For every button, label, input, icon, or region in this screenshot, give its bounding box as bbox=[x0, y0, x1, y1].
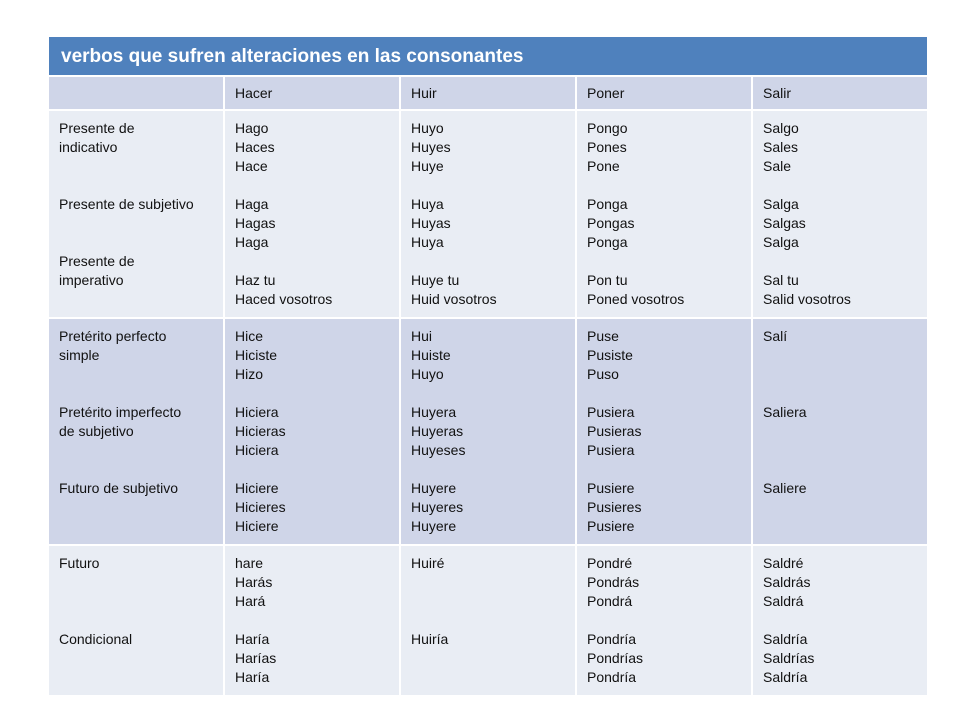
tense-label: simple bbox=[59, 347, 100, 363]
tense-label: Futuro bbox=[59, 555, 100, 571]
verb-form: Hizo bbox=[235, 366, 264, 382]
verb-form: Hará bbox=[235, 593, 266, 609]
conjugation-cell bbox=[224, 110, 400, 318]
verb-form: Pondrá bbox=[587, 593, 633, 609]
verb-form: Poned vosotros bbox=[587, 291, 685, 307]
tense-label-cell bbox=[48, 110, 224, 318]
verb-form: Huyo bbox=[411, 366, 444, 382]
verb-form: Ponga bbox=[587, 234, 628, 250]
verb-form: Huye tu bbox=[411, 272, 460, 288]
verb-form: Hagas bbox=[235, 215, 276, 231]
header-cell-huir: Huir bbox=[400, 76, 576, 110]
verb-form: Huid vosotros bbox=[411, 291, 497, 307]
verb-form: Saliere bbox=[763, 480, 807, 496]
verb-form: Huyere bbox=[411, 518, 457, 534]
spacer bbox=[59, 441, 213, 479]
spacer bbox=[587, 384, 741, 403]
conjugation-cell bbox=[752, 545, 928, 696]
tense-label: indicativo bbox=[59, 139, 118, 155]
spacer bbox=[411, 384, 565, 403]
verb-form: Salgo bbox=[763, 120, 799, 136]
conjugation-cell bbox=[752, 318, 928, 545]
header-cell-empty bbox=[48, 76, 224, 110]
slide bbox=[47, 35, 927, 697]
verb-form: Salgas bbox=[763, 215, 806, 231]
verb-form bbox=[763, 346, 917, 365]
verb-form: Pusiere bbox=[587, 480, 635, 496]
tense-label: de subjetivo bbox=[59, 423, 134, 439]
verb-form: Harás bbox=[235, 574, 273, 590]
conjugation-cell bbox=[576, 318, 752, 545]
verb-form: Saldría bbox=[763, 669, 808, 685]
tense-label: Presente de bbox=[59, 120, 135, 136]
conjugation-cell bbox=[400, 545, 576, 696]
spacer bbox=[411, 252, 565, 271]
verb-form: Hiciere bbox=[235, 518, 279, 534]
verb-table bbox=[47, 35, 929, 697]
verb-form: Hiciera bbox=[235, 404, 279, 420]
spacer bbox=[587, 460, 741, 479]
spacer bbox=[763, 460, 917, 479]
verb-form: Huyes bbox=[411, 139, 451, 155]
spacer bbox=[763, 176, 917, 195]
spacer bbox=[763, 252, 917, 271]
verb-form: Puso bbox=[587, 366, 619, 382]
verb-form: Haga bbox=[235, 234, 269, 250]
table-title: verbos que sufren alteraciones en las consonantes bbox=[48, 36, 928, 76]
tense-label-cell bbox=[48, 545, 224, 696]
title-row bbox=[48, 36, 928, 76]
spacer bbox=[411, 460, 565, 479]
verb-form: Huiré bbox=[411, 555, 445, 571]
verb-form bbox=[763, 441, 917, 460]
verb-form: Sales bbox=[763, 139, 799, 155]
verb-form: Huyo bbox=[411, 120, 444, 136]
verb-form: Saldrías bbox=[763, 650, 815, 666]
verb-form: Huyere bbox=[411, 480, 457, 496]
spacer bbox=[59, 214, 213, 252]
verb-form bbox=[411, 573, 565, 592]
header-cell-hacer: Hacer bbox=[224, 76, 400, 110]
verb-form: Hice bbox=[235, 328, 264, 344]
verb-form: Hago bbox=[235, 120, 269, 136]
spacer bbox=[235, 176, 389, 195]
verb-form: Haga bbox=[235, 196, 269, 212]
spacer bbox=[235, 384, 389, 403]
verb-form: hare bbox=[235, 555, 264, 571]
spacer bbox=[763, 384, 917, 403]
verb-form: Pondría bbox=[587, 669, 637, 685]
verb-form: Huyeres bbox=[411, 499, 464, 515]
conjugation-cell bbox=[400, 318, 576, 545]
verb-form: Ponga bbox=[587, 196, 628, 212]
tense-label: Presente de subjetivo bbox=[59, 196, 194, 212]
verb-form: Huiste bbox=[411, 347, 451, 363]
verb-form: Pusieras bbox=[587, 423, 642, 439]
conjugation-cell bbox=[400, 110, 576, 318]
verb-form: Harías bbox=[235, 650, 277, 666]
spacer bbox=[59, 365, 213, 403]
verb-form: Huya bbox=[411, 234, 444, 250]
tense-label: Pretérito imperfecto bbox=[59, 404, 182, 420]
header-cell-salir: Salir bbox=[752, 76, 928, 110]
spacer bbox=[587, 176, 741, 195]
verb-form bbox=[411, 592, 565, 611]
verb-form: Huye bbox=[411, 158, 444, 174]
verb-form: Haría bbox=[235, 669, 270, 685]
spacer bbox=[59, 573, 213, 630]
verb-form: Pusieres bbox=[587, 499, 642, 515]
conjugation-cell bbox=[752, 110, 928, 318]
header-cell-poner: Poner bbox=[576, 76, 752, 110]
verb-form: Huyera bbox=[411, 404, 457, 420]
verb-form: Pusiste bbox=[587, 347, 633, 363]
verb-form: Pusiera bbox=[587, 404, 635, 420]
conjugation-cell bbox=[576, 110, 752, 318]
conjugation-cell bbox=[576, 545, 752, 696]
conjugation-cell bbox=[224, 545, 400, 696]
conjugation-row bbox=[48, 318, 928, 545]
spacer bbox=[411, 176, 565, 195]
verb-form: Salid vosotros bbox=[763, 291, 851, 307]
conjugation-row bbox=[48, 110, 928, 318]
verb-form: Hiciere bbox=[235, 480, 279, 496]
verb-form: Sale bbox=[763, 158, 792, 174]
tense-label: imperativo bbox=[59, 272, 124, 288]
verb-form: Sal tu bbox=[763, 272, 799, 288]
verb-form: Huyas bbox=[411, 215, 451, 231]
spacer bbox=[763, 611, 917, 630]
verb-form bbox=[763, 422, 917, 441]
verb-form: Salga bbox=[763, 196, 799, 212]
verb-form: Pusiere bbox=[587, 518, 635, 534]
verb-form: Salí bbox=[763, 328, 788, 344]
verb-form: Hicieres bbox=[235, 499, 286, 515]
spacer bbox=[235, 611, 389, 630]
verb-form: Hicieras bbox=[235, 423, 286, 439]
verb-form: Pongas bbox=[587, 215, 635, 231]
header-row bbox=[48, 76, 928, 110]
verb-form: Saldrá bbox=[763, 593, 804, 609]
verb-form: Saldrás bbox=[763, 574, 811, 590]
verb-form: Puse bbox=[587, 328, 619, 344]
verb-form: Pondrás bbox=[587, 574, 640, 590]
verb-form: Huya bbox=[411, 196, 444, 212]
verb-form: Haced vosotros bbox=[235, 291, 333, 307]
verb-form: Saldré bbox=[763, 555, 804, 571]
verb-form: Hace bbox=[235, 158, 268, 174]
verb-form: Salga bbox=[763, 234, 799, 250]
verb-form: Saldría bbox=[763, 631, 808, 647]
verb-form: Pon tu bbox=[587, 272, 628, 288]
verb-form: Pondré bbox=[587, 555, 633, 571]
spacer bbox=[59, 157, 213, 195]
verb-form: Hiciera bbox=[235, 442, 279, 458]
conjugation-cell bbox=[224, 318, 400, 545]
verb-form: Huyeses bbox=[411, 442, 466, 458]
verb-form: Hui bbox=[411, 328, 433, 344]
verb-form: Pones bbox=[587, 139, 627, 155]
verb-form: Haces bbox=[235, 139, 275, 155]
verb-form: Pondrías bbox=[587, 650, 644, 666]
verb-form: Pondría bbox=[587, 631, 637, 647]
spacer bbox=[587, 611, 741, 630]
verb-form: Haz tu bbox=[235, 272, 276, 288]
verb-form: Pusiera bbox=[587, 442, 635, 458]
spacer bbox=[235, 460, 389, 479]
verb-form: Hiciste bbox=[235, 347, 278, 363]
verb-form: Haría bbox=[235, 631, 270, 647]
tense-label: Pretérito perfecto bbox=[59, 328, 167, 344]
spacer bbox=[587, 252, 741, 271]
spacer bbox=[235, 252, 389, 271]
verb-form: Huyeras bbox=[411, 423, 464, 439]
tense-label-cell bbox=[48, 318, 224, 545]
tense-label: Presente de bbox=[59, 253, 135, 269]
verb-form bbox=[763, 365, 917, 384]
verb-form: Saliera bbox=[763, 404, 807, 420]
conjugation-row bbox=[48, 545, 928, 696]
verb-form: Huiría bbox=[411, 631, 449, 647]
tense-label: Condicional bbox=[59, 631, 133, 647]
verb-form: Pone bbox=[587, 158, 620, 174]
verb-form: Pongo bbox=[587, 120, 628, 136]
spacer bbox=[411, 611, 565, 630]
tense-label: Futuro de subjetivo bbox=[59, 480, 179, 496]
